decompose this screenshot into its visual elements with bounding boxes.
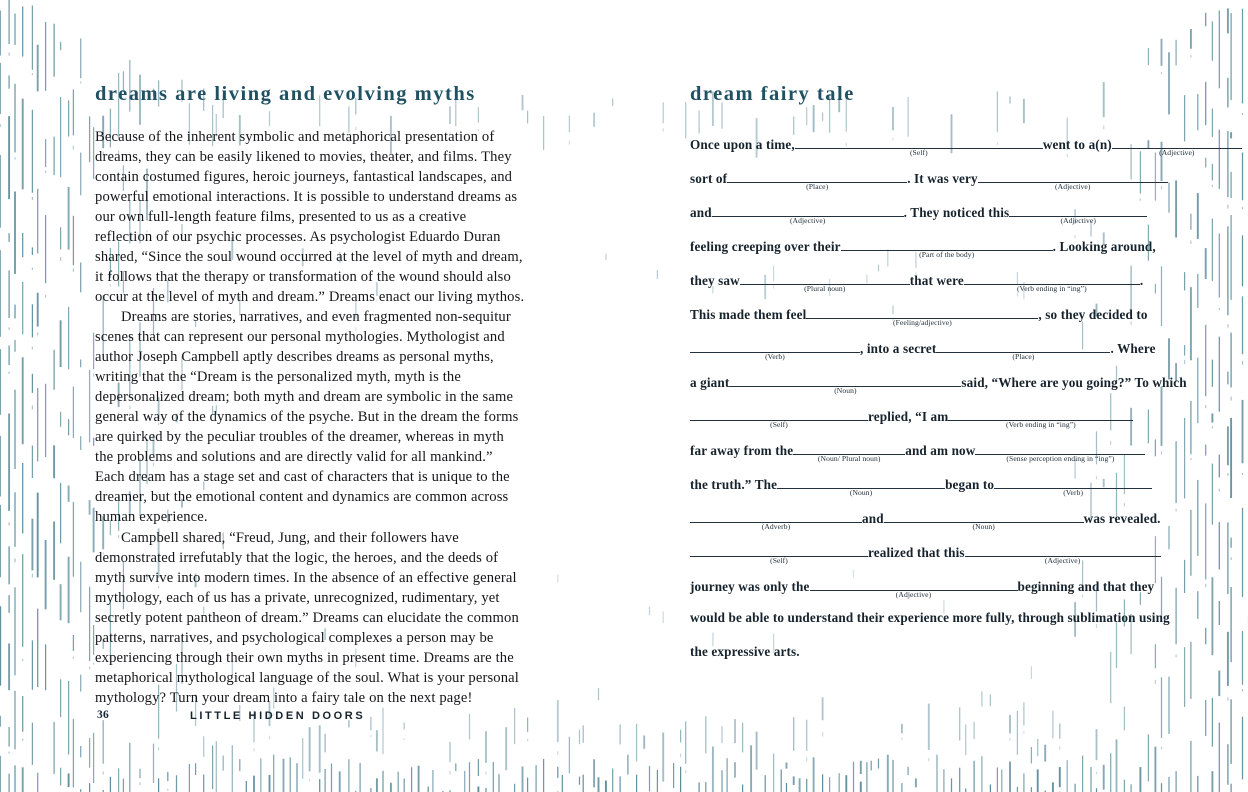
blank-hint-label: (Self)	[909, 147, 928, 157]
fairy-tale-text: , so they decided to	[1038, 306, 1148, 322]
body-paragraph: Dreams are stories, narratives, and even fragmented non-sequitur scenes that can represent our personal mythologies. Mythologist and author Joseph Campbell aptly describes dreams as personal myths, writing that the “Dream is the personalized myth, myth is the depersonalized dream; both myth and dream are symbolic in the same general way of the dynamics of the psyche. But in the dream the forms are quirked by the peculiar troubles of the dreamer, whereas in myth the problems and solutions and are directly valid for all mankind.” Each dream has a stage set and cast of characters that is unique to the dreamer, but the emotional content and dynamics are common across human experience.	[95, 309, 519, 526]
fairy-tale-line	[690, 611, 1182, 645]
blank-hint-label: (Adjective)	[789, 215, 826, 225]
fairy-tale-line	[690, 135, 1195, 169]
fill-in-blank[interactable]	[936, 339, 1110, 361]
fairy-tale-line	[690, 645, 1182, 679]
blank-hint-label: (Adjective)	[1044, 555, 1081, 565]
body-paragraph: Because of the inherent symbolic and metaphorical presentation of dreams, they can be easily likened to movies, theater, and films. They contain costumed figures, heroic journeys, fantastical landscapes, and powerful emotional interactions. It is possible to understand dreams as our own full-length feature films, presented to us as a creative reflection of our psychic processes. As psychologist Eduardo Duran shared, “Since the soul wound occurred at the level of myth and dream, it follows that the therapy or transformation of the wound should also occur at the level of myth and dream.” Dreams enact our living mythos.	[95, 128, 525, 305]
blank-hint-label: (Noun)	[834, 385, 857, 395]
blank-hint-label: (Sense perception ending in “ing”)	[1006, 453, 1115, 463]
fairy-tale-text: beginning and that they	[1017, 578, 1155, 594]
blank-hint-label: (Self)	[770, 555, 788, 565]
right-column	[690, 82, 1195, 679]
fill-in-blank[interactable]	[810, 577, 1018, 599]
fill-in-blank[interactable]	[690, 407, 868, 429]
fill-in-blank[interactable]	[793, 441, 905, 463]
fairy-tale-text: . Where	[1110, 340, 1156, 356]
fill-in-blank[interactable]	[777, 475, 945, 497]
fairy-tale-text: they saw	[690, 272, 740, 288]
right-section-title: dream fairy tale	[690, 83, 855, 105]
blank-hint-label: (Adjective)	[1055, 181, 1091, 191]
blank-hint-label: (Verb)	[1063, 487, 1084, 497]
fairy-tale-text: . It was very	[907, 170, 978, 186]
fill-in-blank[interactable]	[1009, 203, 1147, 225]
fairy-tale-line	[690, 169, 1182, 203]
blank-hint-label: (Self)	[770, 419, 788, 429]
fairy-tale-text: journey was only the	[690, 578, 810, 594]
fairy-tale-text: a giant	[690, 374, 730, 390]
running-head: LITTLE HIDDEN DOORS	[190, 710, 366, 722]
fairy-tale-line	[690, 203, 1182, 237]
fairy-tale-line	[690, 339, 1182, 373]
fairy-tale-line	[690, 237, 1182, 271]
blank-hint-label: (Part of the body)	[919, 249, 975, 259]
fairy-tale-text: began to	[945, 476, 995, 492]
fairy-tale-text: replied, “I am	[868, 408, 949, 424]
fairy-tale-text: that were	[909, 272, 964, 288]
fairy-tale-line	[690, 305, 1182, 339]
fill-in-blank[interactable]	[727, 169, 907, 191]
blank-hint-label: (Adjective)	[1060, 215, 1096, 225]
fairy-tale-line	[690, 407, 1182, 441]
fill-in-blank[interactable]	[729, 373, 961, 395]
fairy-tale-line	[690, 475, 1182, 509]
fairy-tale-text: said, “Where are you going?” To which	[961, 374, 1187, 390]
fairy-tale-fill-in-form[interactable]	[690, 135, 1195, 679]
fairy-tale-text: This made them feel	[690, 306, 807, 322]
blank-hint-label: (Noun)	[849, 487, 873, 497]
body-paragraph: Campbell shared, “Freud, Jung, and their followers have demonstrated irrefutably that the logic, the heroes, and the deeds of myth survive into modern times. In the absence of an effective general mythology, each of us has a private, unrecognized, rudimentary, yet secretly potent pantheon of dream.” Dreams can elucidate the common patterns, narratives, and psychological complexes a person may be experiencing through their own myths in present time. Dreams are the metaphorical mythological language of the soul. What is your personal mythology? Turn your dream into a fairy tale on the next page!	[95, 529, 519, 706]
fairy-tale-text: would be able to understand their experience more fully, through sublimation using	[690, 609, 1170, 625]
blank-hint-label: (Place)	[806, 181, 829, 191]
fairy-tale-text: , into a secret	[860, 340, 937, 356]
blank-hint-label: (Noun)	[972, 521, 995, 531]
left-column	[95, 82, 525, 708]
fairy-tale-line	[690, 509, 1182, 543]
fill-in-blank[interactable]	[1112, 135, 1242, 157]
fill-in-blank[interactable]	[712, 203, 904, 225]
fairy-tale-text: Once upon a time,	[690, 136, 795, 152]
fill-in-blank[interactable]	[994, 475, 1152, 497]
fairy-tale-text: .	[1139, 272, 1144, 288]
blank-hint-label: (Place)	[1012, 351, 1035, 361]
fill-in-blank[interactable]	[964, 271, 1140, 293]
fairy-tale-text: and am now	[905, 442, 976, 458]
fairy-tale-line	[690, 441, 1182, 475]
fairy-tale-line	[690, 543, 1182, 577]
fill-in-blank[interactable]	[975, 441, 1145, 463]
fill-in-blank[interactable]	[884, 509, 1084, 531]
fill-in-blank[interactable]	[690, 543, 868, 565]
fairy-tale-text: . Looking around,	[1052, 238, 1156, 254]
fill-in-blank[interactable]	[841, 237, 1053, 259]
fairy-tale-text: and	[690, 204, 712, 220]
fairy-tale-text: far away from the	[690, 442, 794, 458]
fairy-tale-text: . They noticed this	[903, 204, 1010, 220]
fairy-tale-text: feeling creeping over their	[690, 238, 841, 254]
fill-in-blank[interactable]	[690, 339, 860, 361]
fairy-tale-text: was revealed.	[1083, 510, 1161, 526]
blank-hint-label: (Adverb)	[761, 521, 791, 531]
fill-in-blank[interactable]	[965, 543, 1161, 565]
fairy-tale-line	[690, 373, 1187, 407]
left-section-title: dreams are living and evolving myths	[95, 83, 476, 105]
blank-hint-label: (Adjective)	[895, 589, 932, 599]
fairy-tale-line	[690, 577, 1182, 611]
fill-in-blank[interactable]	[948, 407, 1133, 429]
fairy-tale-line	[690, 271, 1182, 305]
fill-in-blank[interactable]	[795, 135, 1043, 157]
blank-hint-label: (Noun/ Plural noun)	[817, 453, 881, 463]
fairy-tale-text: realized that this	[868, 544, 965, 560]
fill-in-blank[interactable]	[690, 509, 862, 531]
page-footer	[0, 709, 1248, 731]
fill-in-blank[interactable]	[740, 271, 910, 293]
fairy-tale-text: the expressive arts.	[690, 643, 800, 659]
blank-hint-label: (Feeling/adjective)	[893, 317, 952, 327]
blank-hint-label: (Plural noun)	[804, 283, 846, 293]
fairy-tale-text: the truth.” The	[690, 476, 778, 492]
fairy-tale-text: sort of	[690, 170, 728, 186]
fill-in-blank[interactable]	[978, 169, 1168, 191]
fairy-tale-text: went to a(n)	[1042, 136, 1112, 152]
blank-hint-label: (Verb)	[765, 351, 785, 361]
blank-hint-label: (Adjective)	[1159, 147, 1195, 157]
blank-hint-label: (Verb ending in “ing”)	[1016, 283, 1087, 293]
fairy-tale-text: and	[862, 510, 884, 526]
page-number: 36	[97, 709, 109, 721]
blank-hint-label: (Verb ending in “ing”)	[1005, 419, 1076, 429]
fill-in-blank[interactable]	[806, 305, 1038, 327]
